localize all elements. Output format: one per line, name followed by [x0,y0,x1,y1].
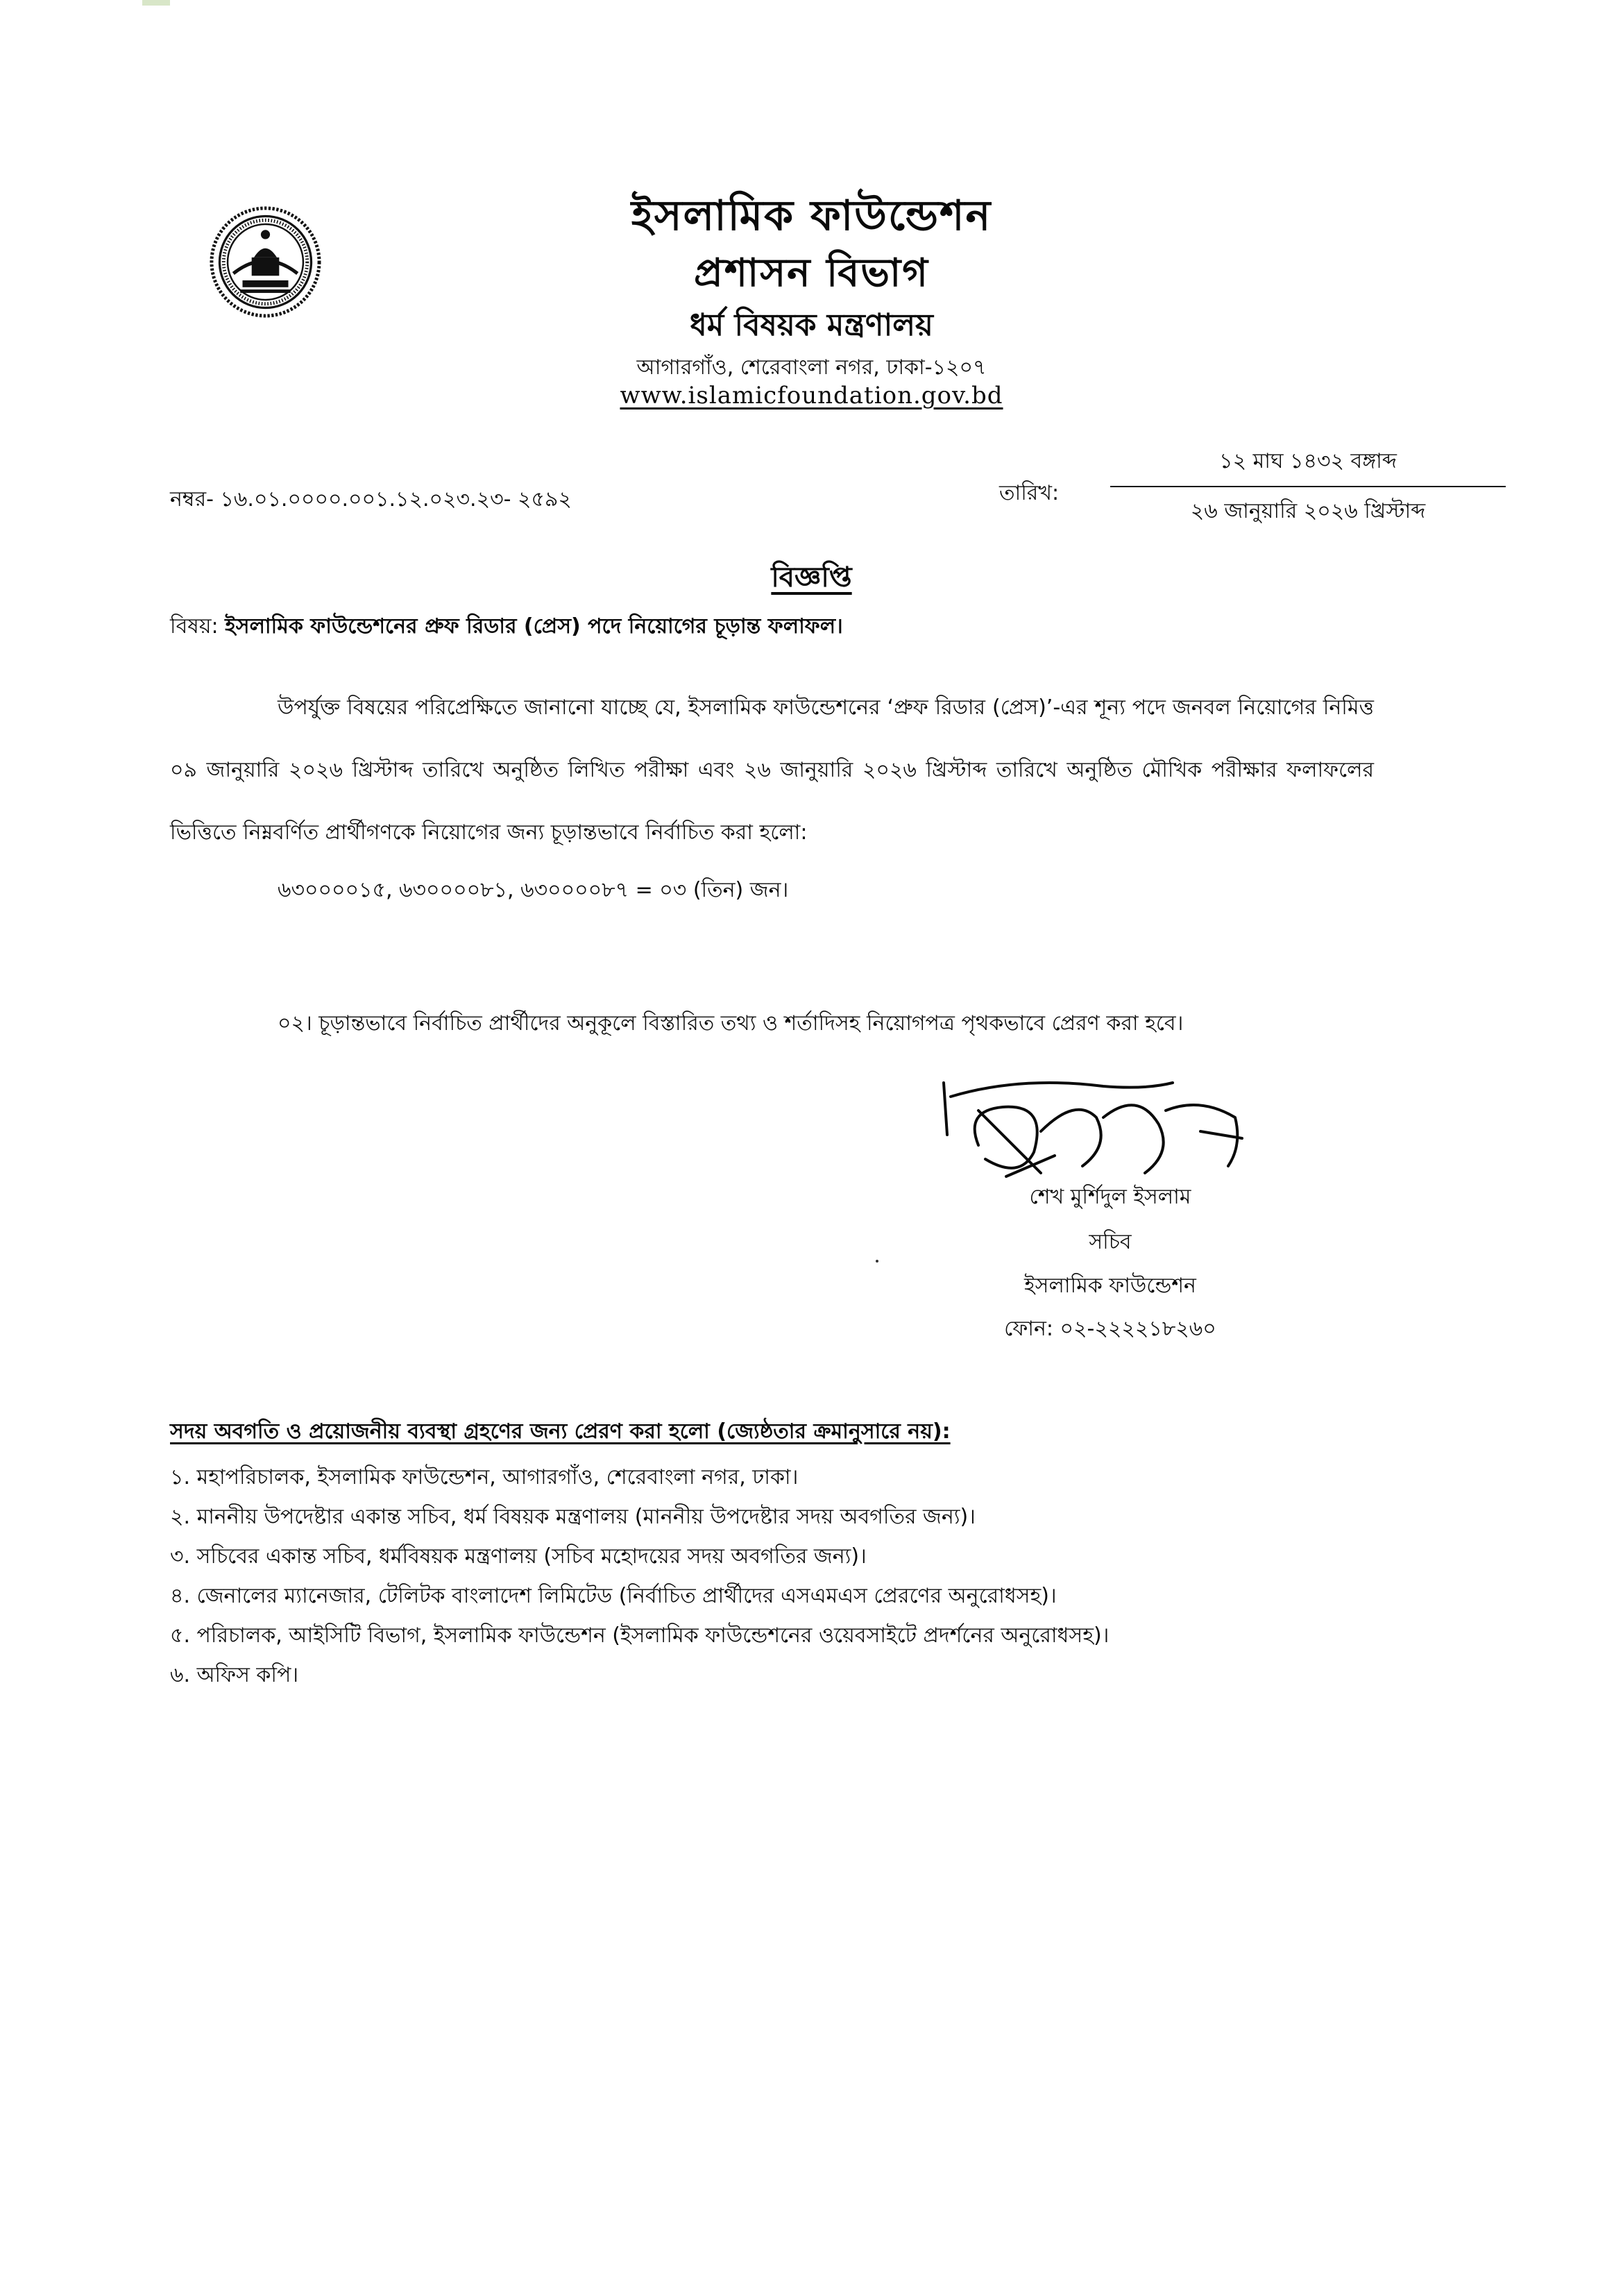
list-item: ১. মহাপরিচালক, ইসলামিক ফাউন্ডেশন, আগারগাঁও, শেরেবাংলা নগর, ঢাকা। [170,1465,799,1489]
notice-body: উপর্যুক্ত বিষয়ের পরিপ্রেক্ষিতে জানানো যাচ্ছে যে, ইসলামিক ফাউন্ডেশনের ‘প্রুফ রিডার (প্রেস)’-এর শূন্য পদে জনবল নিয়োগের নিমিত্ত ০৯ জানুয়ারি ২০২৬ খ্রিস্টাব্দ তারিখে অনুষ্ঠিত লিখিত পরীক্ষা এবং ২৬ জানুয়ারি ২০২৬ খ্রিস্টাব্দ তারিখে অনুষ্ঠিত মৌখিক পরীক্ষার ফলাফলের ভিত্তিতে নিম্নবর্ণিত প্রার্থীগণকে নিয়োগের জন্য চূড়ান্তভাবে নির্বাচিত করা হলো: [170,695,1374,845]
notice-title: বিজ্ঞপ্তি [771,562,852,593]
date-bangla: ১২ মাঘ ১৪৩২ বঙ্গাব্দ [1219,449,1397,473]
list-item: ৩. সচিবের একান্ত সচিব, ধর্মবিষয়ক মন্ত্রণালয় (সচিব মহোদয়ের সদয় অবগতির জন্য)। [170,1544,867,1569]
date-divider [1110,486,1506,487]
date-label: তারিখ: [999,481,1060,505]
website-link[interactable]: www.islamicfoundation.gov.bd [620,382,1003,410]
subject-text: ইসলামিক ফাউন্ডেশনের প্রুফ রিডার (প্রেস) পদে নিয়োগের চূড়ান্ত ফলাফল। [225,614,843,639]
ministry-name: ধর্ম বিষয়ক মন্ত্রণালয় [690,307,933,343]
date-gregorian: ২৬ জানুয়ারি ২০২৬ খ্রিস্টাব্দ [1190,499,1426,523]
signatory-designation: সচিব [1089,1230,1132,1254]
list-item: ৫. পরিচালক, আইসিটি বিভাগ, ইসলামিক ফাউন্ডেশন (ইসলামিক ফাউন্ডেশনের ওয়েবসাইটে প্রদর্শনের অনুরোধসহ)। [170,1623,1110,1648]
list-item: ৬. অফিস কপি। [170,1663,299,1687]
scan-mark [142,0,170,6]
list-item: ৪. জেনালের ম্যানেজার, টেলিটক বাংলাদেশ লিমিটেড (নির্বাচিত প্রার্থীদের এসএমএস প্রেরণের অনুরোধসহ)। [170,1584,1057,1608]
copy-to-title: সদয় অবগতি ও প্রয়োজনীয় ব্যবস্থা গ্রহণের জন্য প্রেরণ করা হলো (জ্যেষ্ঠতার ক্রমানুসারে নয়): [170,1419,951,1444]
scan-speck [876,1260,878,1263]
subject-line [170,609,843,645]
paragraph-2: ০২। চূড়ান্তভাবে নির্বাচিত প্রার্থীদের অনুকূলে বিস্তারিত তথ্য ও শর্তাদিসহ নিয়োগপত্র পৃথকভাবে প্রেরণ করা হবে। [278,1011,1184,1036]
address: আগারগাঁও, শেরেবাংলা নগর, ঢাকা-১২০৭ [636,355,987,380]
signatory-name: শেখ মুর্শিদুল ইসলাম [1029,1185,1191,1209]
copy-to-list [170,1458,1109,1695]
signatory-organization: ইসলামিক ফাউন্ডেশন [1024,1274,1196,1298]
department-name: প্রশাসন বিভাগ [694,251,929,296]
signatory-phone: ফোন: ০২-২২২২১৮২৬০ [1004,1317,1216,1341]
subject-label: বিষয়: [170,614,219,639]
list-item: ২. মাননীয় উপদেষ্টার একান্ত সচিব, ধর্ম বিষয়ক মন্ত্রণালয় (মাননীয় উপদেষ্টার সদয় অবগতির জন্য)। [170,1505,976,1529]
reference-number: নম্বর- ১৬.০১.০০০০.০০১.১২.০২৩.২৩- ২৫৯২ [170,487,572,512]
selected-rolls: ৬৩০০০০১৫, ৬৩০০০০৮১, ৬৩০০০০৮৭ = ০৩ (তিন) জন। [278,878,789,902]
org-name: ইসলামিক ফাউন্ডেশন [631,192,992,240]
